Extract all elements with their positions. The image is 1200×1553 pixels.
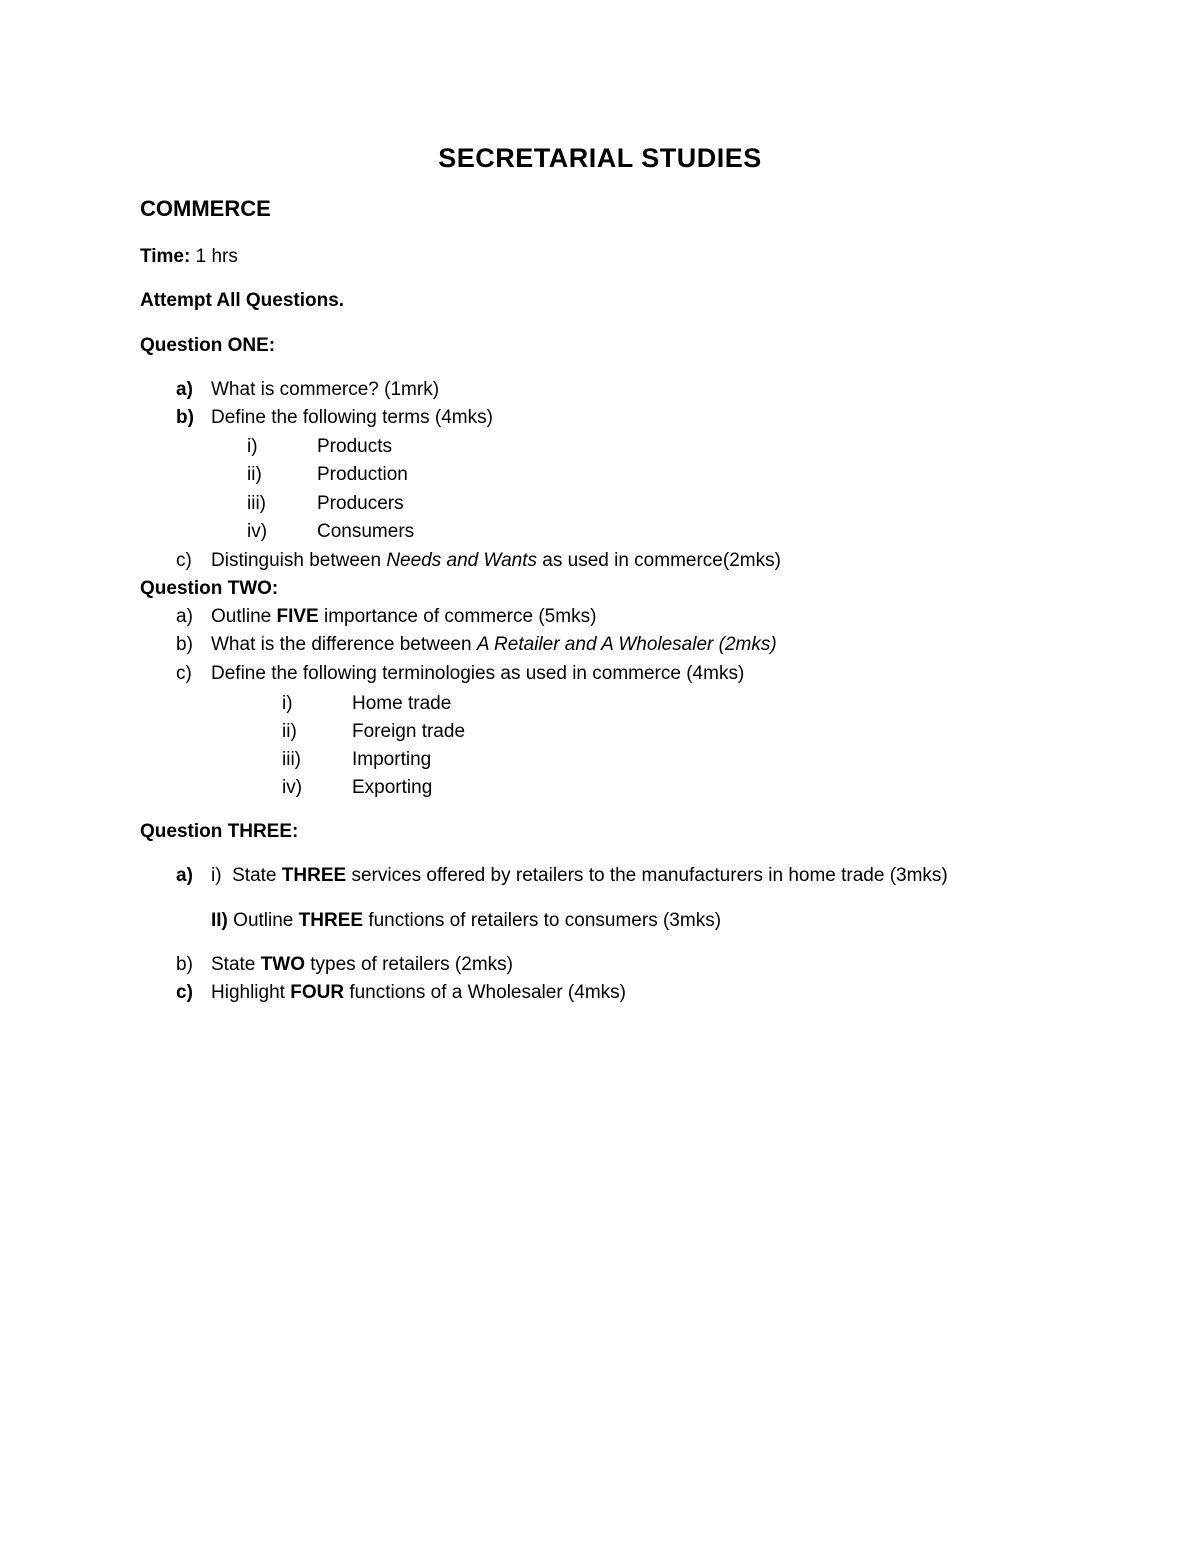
q3-a-sub2-bold: THREE [298,910,364,931]
q3-c-label: c) [176,982,193,1003]
q2-c-item: Exporting [352,777,433,798]
q3-b-text [211,953,513,977]
q3-a-sub2-pre: Outline [227,910,299,931]
page-title: SECRETARIAL STUDIES [438,143,762,173]
q2-a-pre: Outline [211,606,277,627]
q2-b-label: b) [176,634,193,655]
q1-b-item: Producers [317,493,404,514]
q3-a-sub1-num: i) [211,865,222,886]
q1-c-emphasis: Needs and Wants [386,550,538,571]
q3-c-text [211,981,626,1005]
q3-c-post: functions of a Wholesaler (4mks) [344,982,626,1003]
q2-c-item-num: iv) [282,777,303,798]
q1-c-label: c) [176,550,192,571]
q1-b-item: Consumers [317,521,415,542]
q1-c-post: as used in commerce(2mks) [537,550,781,571]
q2-c-item-num: ii) [282,721,297,742]
q2-a-bold: FIVE [276,606,319,627]
q1-b-item-num: ii) [247,464,262,485]
q2-a-post: importance of commerce (5mks) [318,606,597,627]
q2-c-item: Home trade [352,693,452,714]
q1-c-text [211,549,781,573]
q1-c-pre: Distinguish between [211,550,387,571]
time-label: Time: [140,246,191,267]
q2-c-item: Importing [352,749,432,770]
q1-b-item: Products [317,436,392,457]
q2-c-label: c) [176,663,192,684]
q1-heading: Question ONE: [140,335,276,356]
q2-b-text [211,633,777,657]
q1-a-label: a) [176,379,193,400]
time-value: 1 hrs [190,246,238,267]
q1-b-text: Define the following terms (4mks) [211,407,493,428]
q2-a-label: a) [176,606,193,627]
instructions: Attempt All Questions. [140,290,345,311]
q3-a-sub2-post: functions of retailers to consumers (3mks) [363,910,722,931]
q1-b-item-num: iv) [247,521,268,542]
q3-a-sub2-num: II) [211,910,228,931]
q3-a-sub1 [211,864,948,888]
q3-a-sub1-post: services offered by retailers to the manufacturers in home trade (3mks) [346,865,948,886]
q2-c-item-num: iii) [282,749,301,770]
q3-c-pre: Highlight [211,982,291,1003]
q3-a-sub1-pre: State [232,865,282,886]
q1-b-item: Production [317,464,408,485]
q3-b-bold: TWO [260,954,305,975]
time-line [140,245,238,269]
q3-heading: Question THREE: [140,821,299,842]
q2-c-item: Foreign trade [352,721,466,742]
q3-b-label: b) [176,954,193,975]
q2-a-text [211,605,596,629]
q2-b-pre: What is the difference between [211,634,477,655]
q3-a-sub2 [211,909,721,933]
q3-a-sub1-bold: THREE [281,865,347,886]
q2-b-emphasis: A Retailer and A Wholesaler (2mks) [476,634,777,655]
q3-b-pre: State [211,954,261,975]
q1-b-label: b) [176,407,194,428]
q2-c-item-num: i) [282,693,293,714]
q1-b-item-num: i) [247,436,258,457]
q1-a-text: What is commerce? (1mrk) [211,379,440,400]
q1-b-item-num: iii) [247,493,266,514]
subject-heading: COMMERCE [140,196,271,221]
q2-heading: Question TWO: [140,578,279,599]
q3-a-label: a) [176,865,193,886]
q2-c-text: Define the following terminologies as used in commerce (4mks) [211,663,745,684]
q3-c-bold: FOUR [290,982,345,1003]
q3-b-post: types of retailers (2mks) [304,954,513,975]
